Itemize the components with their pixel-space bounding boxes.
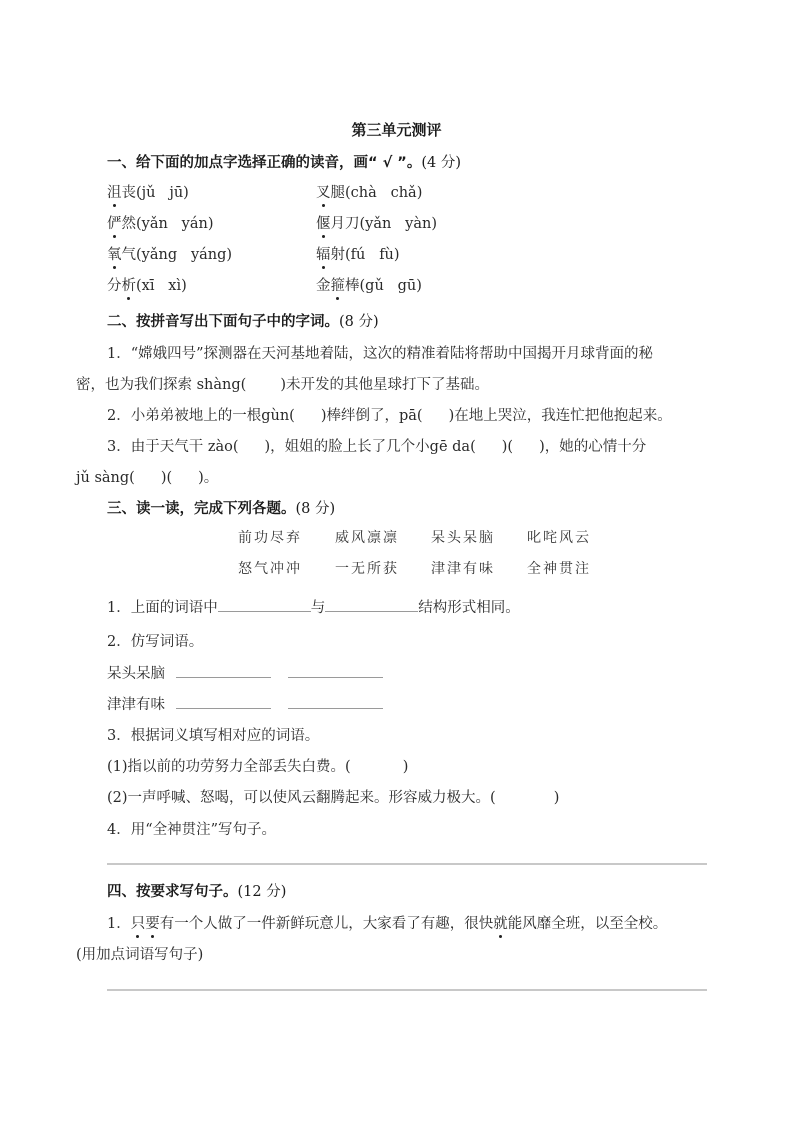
dotted-char: 沮: [107, 181, 122, 202]
section4-heading: [107, 880, 286, 901]
section2-heading: [107, 310, 379, 331]
pinyin-options: (xī xì): [136, 278, 187, 294]
dotted-char: 偃: [316, 212, 331, 233]
pinyin-item-7[interactable]: [107, 274, 187, 295]
s3-q3: 3．根据词义填写相对应的词语。: [107, 728, 320, 744]
s3-q3-2: [107, 786, 559, 807]
dotted-char: 辐: [316, 243, 331, 264]
item-pre: 金: [316, 278, 331, 294]
text: (2)一声呼喊、怒喝，可以使风云翻腾起来。形容威力极大。(: [107, 790, 496, 806]
text: 密，也为我们探索 shàng(: [76, 377, 247, 393]
pinyin-item-6[interactable]: [316, 243, 400, 264]
answer-line-2[interactable]: [107, 989, 707, 991]
dotted-char: 析: [122, 274, 137, 295]
pinyin-item-1[interactable]: [107, 181, 189, 202]
word-7: 津津有味: [431, 561, 495, 577]
text: 1．上面的词语中: [107, 600, 218, 616]
word-8: 全神贯注: [527, 561, 591, 577]
s3-q1: [107, 596, 520, 617]
dotted-char: 俨: [107, 212, 122, 233]
imitate-blank-3[interactable]: [176, 694, 271, 709]
word-5: 怒气冲冲: [238, 561, 302, 577]
s4-q1: [107, 912, 667, 933]
text: )棒绊倒了，pā(: [320, 408, 423, 424]
text: )，姐姐的脸上长了几个小gē da(: [264, 439, 476, 455]
s2-q3-line2: [76, 466, 218, 487]
item-post: 丧: [121, 185, 136, 201]
text: ): [402, 759, 409, 775]
s2-q1-line2: [76, 373, 489, 394]
section2-points: (8 分): [339, 314, 379, 330]
word-1: 前功尽弃: [238, 530, 302, 546]
pinyin-options: (yǎng yáng): [136, 247, 233, 263]
section3-heading: [107, 497, 335, 518]
pinyin-item-8[interactable]: [316, 274, 422, 295]
pinyin-options: (fú fù): [345, 247, 400, 263]
section2-heading-text: 二、按拼音写出下面句子中的字词。: [107, 314, 339, 330]
item-post: 射: [330, 247, 345, 263]
text: 2．小弟弟被地上的一根gùn(: [107, 408, 295, 424]
section1-heading: [107, 151, 461, 172]
s3-q2-row1: [107, 662, 383, 683]
pinyin-item-3[interactable]: [107, 212, 214, 233]
word-4: 叱咤风云: [527, 530, 591, 546]
text: )(: [160, 470, 173, 486]
section1-points: (4 分): [421, 155, 461, 171]
pinyin-options: (chà chǎ): [345, 185, 423, 201]
text: ): [553, 790, 560, 806]
pinyin-item-5[interactable]: [107, 243, 232, 264]
item-post: 然: [121, 216, 136, 232]
item-post: 气: [121, 247, 136, 263]
s4-q1-note: (用加点词语写句子): [76, 947, 204, 963]
example-word: 津津有味: [107, 697, 165, 713]
dotted-char: 箍: [331, 274, 346, 295]
word-3: 呆头呆脑: [431, 530, 495, 546]
answer-line-1[interactable]: [107, 863, 707, 865]
text: 3．由于天气干 zào(: [107, 439, 239, 455]
word-2: 威风凛凛: [335, 530, 399, 546]
example-word: 呆头呆脑: [107, 666, 165, 682]
s3-q3-1: [107, 755, 408, 776]
text: jǔ sàng(: [76, 470, 135, 486]
item-post: 月刀: [330, 216, 360, 232]
pinyin-options: (yǎn yàn): [359, 216, 437, 232]
pinyin-options: (jǔ jū): [136, 185, 189, 201]
text: )(: [501, 439, 514, 455]
section3-points: (8 分): [295, 501, 336, 517]
text: 有一个人做了一件新鲜玩意儿，大家看了有趣，很快: [159, 916, 494, 932]
section4-heading-text: 四、按要求写句子。: [107, 884, 238, 900]
s2-q2: [107, 404, 672, 425]
fill-blank-2[interactable]: [325, 597, 418, 612]
imitate-blank-1[interactable]: [176, 663, 271, 678]
text: 结构形式相同。: [418, 600, 520, 616]
pinyin-item-4[interactable]: [316, 212, 437, 233]
s3-q4: 4．用“全神贯注”写句子。: [107, 822, 277, 838]
dotted-char: 就: [493, 912, 508, 933]
item-post: 腿: [330, 185, 345, 201]
text: )，她的心情十分: [539, 439, 647, 455]
pinyin-options: (gǔ gū): [359, 278, 422, 294]
text: )未开发的其他星球打下了基础。: [280, 377, 489, 393]
text: 与: [310, 600, 326, 616]
dotted-char: 只: [131, 912, 146, 933]
page-title: 第三单元测评: [351, 121, 442, 139]
fill-blank-1[interactable]: [218, 597, 311, 612]
text: (1)指以前的功劳努力全部丢失白费。(: [107, 759, 351, 775]
imitate-blank-2[interactable]: [288, 663, 383, 678]
text: )在地上哭泣，我连忙把他抱起来。: [448, 408, 672, 424]
section4-points: (12 分): [237, 884, 287, 900]
s2-q3-line1: [107, 435, 646, 456]
item-post: 棒: [345, 278, 360, 294]
imitate-blank-4[interactable]: [288, 694, 383, 709]
dotted-char: 叉: [316, 181, 331, 202]
text: 1．: [107, 916, 131, 932]
section3-heading-text: 三、读一读，完成下列各题。: [107, 501, 296, 517]
dotted-char: 要: [145, 912, 160, 933]
s3-q2: 2．仿写词语。: [107, 634, 204, 650]
text: )。: [198, 470, 219, 486]
s2-q1-line1: 1．“嫦娥四号”探测器在天河基地着陆，这次的精准着陆将帮助中国揭开月球背面的秘: [107, 346, 654, 362]
s3-q2-row2: [107, 693, 383, 714]
word-6: 一无所获: [335, 561, 399, 577]
pinyin-item-2[interactable]: [316, 181, 422, 202]
text: 能风靡全班，以至全校。: [507, 916, 668, 932]
section1-heading-text: 一、给下面的加点字选择正确的读音，画“ √ ”。: [107, 155, 422, 171]
dotted-char: 氧: [107, 243, 122, 264]
pinyin-options: (yǎn yán): [136, 216, 214, 232]
item-pre: 分: [107, 278, 122, 294]
